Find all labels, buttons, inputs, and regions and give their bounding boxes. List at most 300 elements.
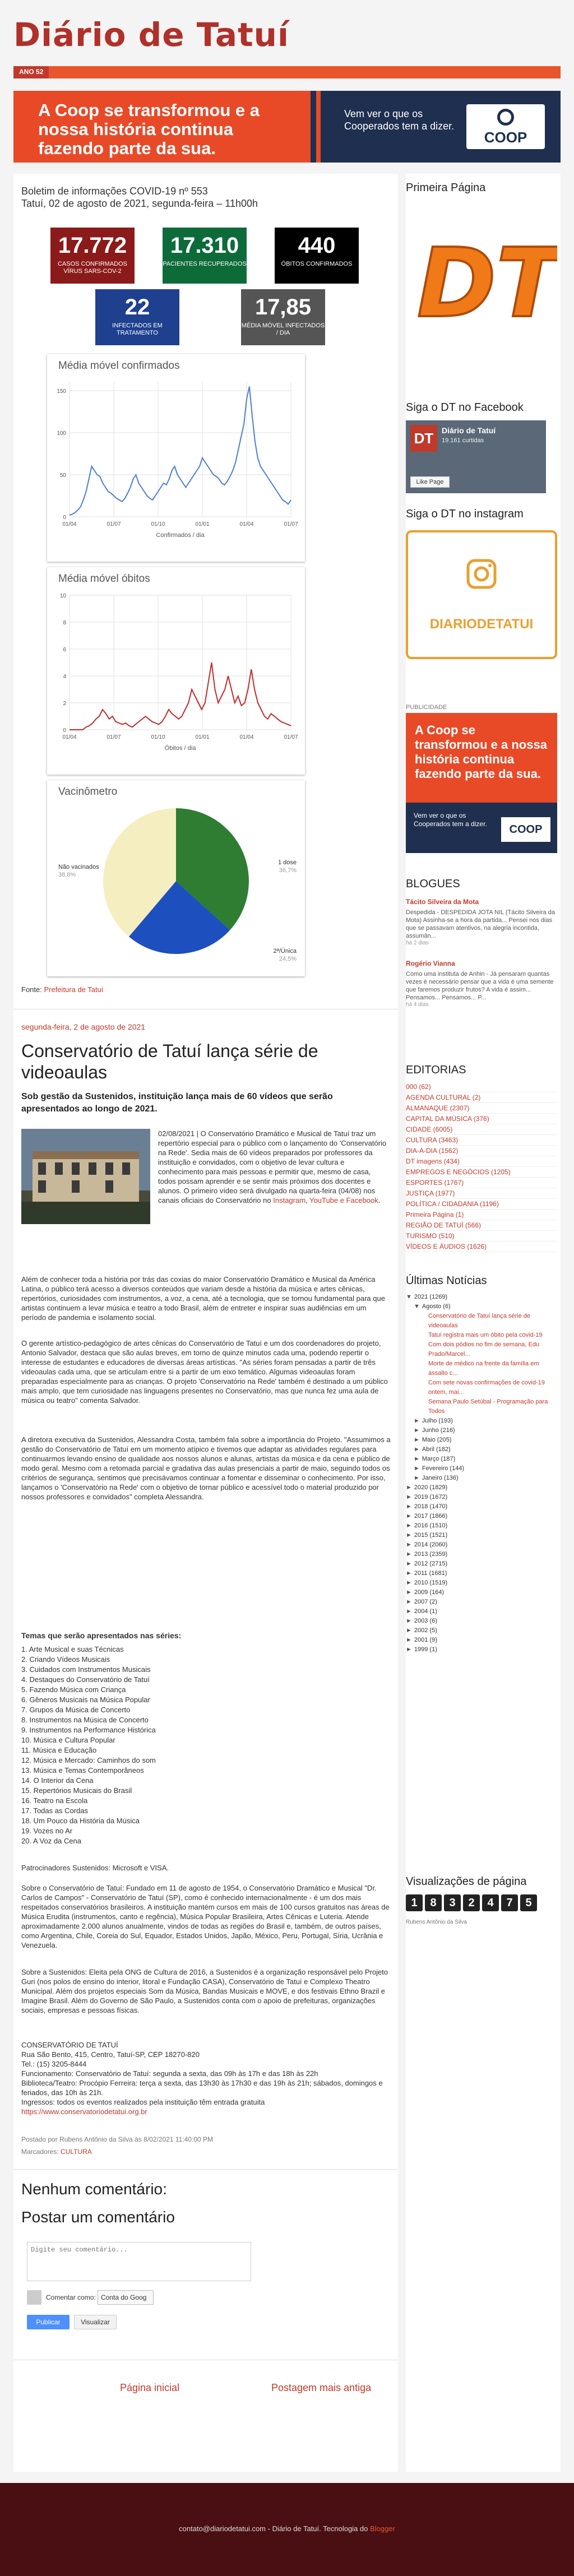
x-tick-label: 01/04 xyxy=(62,734,77,740)
expand-right-icon[interactable]: ► xyxy=(406,1637,412,1643)
editoria-link[interactable]: CAPITAL DA MÚSICA (376) xyxy=(406,1115,489,1123)
theme-item: 2. Criando Vídeos Musicais xyxy=(21,1655,110,1664)
blog-time: há 2 dias xyxy=(406,940,429,946)
sidebar xyxy=(406,174,561,2472)
archive-item xyxy=(406,1416,557,1426)
archive-link[interactable]: 2009 (164) xyxy=(414,1589,445,1596)
expand-right-icon[interactable]: ► xyxy=(406,1522,412,1529)
expand-right-icon[interactable]: ► xyxy=(406,1560,412,1567)
editoria-link[interactable]: ALMANAQUE (2307) xyxy=(406,1104,470,1112)
editoria-item xyxy=(406,1220,557,1231)
stat-label: PACIENTES RECUPERADOS xyxy=(163,261,247,267)
editoria-link[interactable]: DIA-A-DIA (1562) xyxy=(406,1147,459,1155)
y-tick-label: 100 xyxy=(57,430,66,437)
publish-button[interactable]: Publicar xyxy=(27,2315,70,2329)
y-tick-label: 6 xyxy=(63,647,66,653)
blog-entry[interactable] xyxy=(406,958,557,1008)
instagram-handle: DIARIODETATUI xyxy=(429,617,534,632)
archive-link[interactable]: 2019 (1672) xyxy=(414,1494,448,1500)
facebook-title: Siga o DT no Facebook xyxy=(406,401,524,414)
archive-link[interactable]: 2020 (1829) xyxy=(414,1484,448,1491)
theme-item: 16. Teatro na Escola xyxy=(21,1796,88,1805)
archive-item xyxy=(406,1550,557,1559)
theme-item: 9. Instrumentos na Performance Histórica xyxy=(21,1726,156,1734)
archive-link[interactable]: Julho (193) xyxy=(422,1417,453,1424)
stat-label: INFECTADOS EM TRATAMENTO xyxy=(112,322,163,336)
editoria-item xyxy=(406,1092,557,1103)
archive-item xyxy=(406,1588,557,1597)
pie-label: 1 dose xyxy=(277,859,297,866)
editoria-link[interactable]: CIDADE (6005) xyxy=(406,1125,453,1133)
pie-label: Não vacinados xyxy=(58,864,99,870)
expand-right-icon[interactable]: ► xyxy=(406,1513,412,1519)
labels-row xyxy=(21,2148,391,2156)
sidebar-ad-side: Vem ver o que os Cooperados tem a dizer. xyxy=(414,812,487,828)
expand-right-icon[interactable]: ► xyxy=(414,1475,420,1481)
editorias-list xyxy=(406,1082,557,1252)
archive-item xyxy=(406,1512,557,1521)
theme-item: 12. Música e Mercado: Caminhos do som xyxy=(21,1756,156,1764)
post-subtitle: Sob gestão da Sustenidos, instituição lança mais de 60 vídeos que serão apresentados ao longo de 2021. xyxy=(21,1092,333,1114)
archive-link[interactable]: 2017 (1866) xyxy=(414,1513,448,1519)
footer-contact: contato@diariodetatui.com - Diário de Tatuí. Tecnologia do xyxy=(179,2524,368,2533)
blog-time: há 4 dias xyxy=(406,1002,429,1008)
theme-item: 10. Música e Cultura Popular xyxy=(21,1736,115,1744)
archive-item xyxy=(406,1397,557,1416)
x-tick-label: 01/07 xyxy=(284,521,298,527)
chart-vaccination-svg xyxy=(47,780,305,976)
contact-block xyxy=(21,2040,391,2116)
footer-text xyxy=(0,2524,574,2533)
theme-item: 8. Instrumentos na Música de Concerto xyxy=(21,1716,149,1724)
archive-item xyxy=(406,1521,557,1531)
sidebar-ad[interactable] xyxy=(406,713,557,853)
views-counter xyxy=(406,1894,557,1911)
theme-item: 1. Arte Musical e suas Técnicas xyxy=(21,1645,124,1653)
views-digit: 3 xyxy=(444,1894,461,1911)
archive-link[interactable]: 2018 (1470) xyxy=(414,1503,448,1510)
fb-page-name: Diário de Tatuí xyxy=(442,426,496,435)
theme-item: 14. O Interior da Cena xyxy=(21,1776,94,1785)
x-axis-label: Óbitos / dia xyxy=(164,745,196,752)
x-tick-label: 01/07 xyxy=(107,521,121,527)
library-hours: Biblioteca/Teatro: Procópio Ferreira: terça a sexta, das 13h30 às 17h30 e das 19h às 21h; sábados, domingos e feriados, das 10h às 21h. xyxy=(21,2079,383,2097)
archive-item xyxy=(406,1616,557,1626)
y-tick-label: 50 xyxy=(59,472,66,479)
archive-item xyxy=(406,1464,557,1474)
views-digit: 2 xyxy=(463,1894,480,1911)
archive-link[interactable]: Semana Paulo Setúbal - Programação para Todos xyxy=(428,1398,548,1415)
site-link[interactable]: https://www.conservatoriodetatui.org.br xyxy=(21,2107,147,2116)
chart-deaths-svg xyxy=(47,567,305,775)
archive-link[interactable]: Abril (182) xyxy=(422,1446,451,1453)
archive-item xyxy=(406,1531,557,1540)
posted-by: Postado por Rubens Antônio da Silva às 8/02/2021 11:40:00 PM xyxy=(21,2135,214,2143)
stat-label: CASOS CONFIRMADOS VÍRUS SARS-COV-2 xyxy=(57,261,128,275)
archive-item xyxy=(406,1607,557,1616)
expand-right-icon[interactable]: ► xyxy=(414,1446,420,1453)
post-footer xyxy=(21,2135,391,2156)
older-post-link[interactable]: Postagem mais antiga xyxy=(271,2382,372,2393)
x-tick-label: 01/04 xyxy=(239,521,254,527)
chart-confirmed-svg xyxy=(47,354,305,562)
dt-logo-text: DT xyxy=(417,228,557,333)
editoria-item xyxy=(406,1241,557,1252)
article-paragraph-3: O gerente artístico-pedagógico de artes cênicas do Conservatório de Tatuí e um dos coordenadores do projeto, Antonio Salvador, destaca que são aulas breves, em torno de quinze minutos cada uma, podendo repertir o interesse de estudantes e educadores de diversas áreas artísticas. "As séries foram pensadas a partir de três videoaulas cada uma, que se articulam entre si a partir de um eixo temático. Algumas videoaulas foram preparadas especialmente para as crianças. O projeto 'Conservatório na Rede' também é destinado a um público mais amplo, que tem curiosidade nas linguagens presentes no Conservatório, mas que nunca fez uma aula de música ou teatro" comenta Salvador. xyxy=(21,1339,388,1405)
expand-right-icon[interactable]: ► xyxy=(406,1484,412,1491)
blogger-link[interactable]: Blogger xyxy=(370,2524,395,2533)
editoria-link[interactable]: VÍDEOS E ÁUDIOS (1626) xyxy=(406,1243,487,1250)
expand-right-icon[interactable]: ► xyxy=(406,1532,412,1539)
y-tick-label: 150 xyxy=(57,388,66,395)
blogs-title: BLOGUES xyxy=(406,878,460,890)
archive-item xyxy=(406,1340,557,1359)
archive-link[interactable]: 1999 (1) xyxy=(414,1646,437,1653)
theme-item: 11. Música e Educação xyxy=(21,1746,97,1754)
archive-link[interactable]: 2015 (1521) xyxy=(414,1532,448,1539)
stat-value: 22 xyxy=(124,295,150,319)
label-link-cultura[interactable]: CULTURA xyxy=(61,2148,92,2156)
coop-circle-icon xyxy=(497,109,514,126)
expand-right-icon[interactable]: ► xyxy=(406,1589,412,1596)
fb-likes: 19.161 curtidas xyxy=(442,437,484,444)
editoria-link[interactable]: Primeira Página (1) xyxy=(406,1211,464,1218)
post-comment-heading: Postar um comentário xyxy=(21,2208,175,2226)
archive-link[interactable]: Fevereiro (144) xyxy=(422,1465,465,1472)
editoria-item xyxy=(406,1156,557,1167)
chart-title: Média móvel óbitos xyxy=(58,573,150,585)
ad-banner[interactable] xyxy=(13,91,561,163)
account-select[interactable]: Conta do Goog xyxy=(98,2290,154,2305)
x-tick-label: 01/07 xyxy=(107,734,121,740)
editoria-item xyxy=(406,1188,557,1199)
blog-author[interactable]: Rogério Vianna xyxy=(406,960,455,967)
series-line xyxy=(70,387,291,516)
theme-item: 3. Cuidados com Instrumentos Musicais xyxy=(21,1665,151,1674)
instagram-widget[interactable] xyxy=(406,530,557,659)
stat-deaths xyxy=(275,228,359,284)
archive-link[interactable]: 2010 (1519) xyxy=(414,1579,448,1586)
expand-down-icon[interactable]: ▼ xyxy=(414,1303,420,1310)
archive-link[interactable]: 2003 (6) xyxy=(414,1618,437,1624)
x-axis-label: Confirmados / dia xyxy=(156,532,205,539)
x-tick-label: 01/01 xyxy=(195,521,210,527)
pub-label: PUBLICIDADE xyxy=(406,704,447,711)
x-tick-label: 01/04 xyxy=(239,734,254,740)
archive-link[interactable]: 2011 (1681) xyxy=(414,1570,447,1577)
theme-item: 7. Grupos da Música de Concerto xyxy=(21,1706,131,1714)
x-tick-label: 01/10 xyxy=(151,521,165,527)
editorias-title: EDITORIAS xyxy=(406,1064,466,1076)
x-tick-label: 01/01 xyxy=(195,734,210,740)
archive-item xyxy=(406,1645,557,1655)
fb-thumb: DT xyxy=(410,425,437,452)
expand-right-icon[interactable]: ► xyxy=(414,1417,420,1424)
editoria-link[interactable]: 000 (62) xyxy=(406,1083,431,1091)
archive-item xyxy=(406,1636,557,1645)
sidebar-home-title: Primeira Página xyxy=(406,182,486,194)
archive-item xyxy=(406,1378,557,1397)
instagram-link[interactable]: Instagram xyxy=(273,1196,306,1204)
sponsors-text: Patrocinadores Sustenidos: Microsoft e VISA. xyxy=(21,1864,169,1872)
covid-source xyxy=(21,985,103,994)
site-footer xyxy=(0,2483,574,2576)
editoria-item xyxy=(406,1103,557,1114)
expand-right-icon[interactable]: ► xyxy=(414,1437,420,1443)
comment-as-label: Comentar como: xyxy=(46,2294,96,2301)
y-tick-label: 8 xyxy=(63,620,66,626)
sidebar-coop-logo: COOP xyxy=(501,817,550,842)
archive-link[interactable]: 2001 (9) xyxy=(414,1637,437,1643)
coop-logo-text: COOP xyxy=(484,129,527,146)
source-link[interactable]: Prefeitura de Tatuí xyxy=(44,985,104,994)
editoria-item xyxy=(406,1178,557,1188)
theme-item: 18. Um Pouco da História da Música xyxy=(21,1817,140,1825)
archive-link[interactable]: 2016 (1510) xyxy=(414,1522,448,1529)
header-bar xyxy=(13,66,561,78)
expand-right-icon[interactable]: ► xyxy=(406,1608,412,1615)
archive-link[interactable]: Com sete novas confirmações de covid-19 ontem, mai... xyxy=(428,1379,545,1396)
archive-item xyxy=(406,1540,557,1550)
archive-item xyxy=(406,1302,557,1312)
labels-label: Marcadores: xyxy=(21,2148,59,2156)
archive-item xyxy=(406,1454,557,1464)
archive-link[interactable]: Maio (205) xyxy=(422,1437,452,1443)
editoria-link[interactable]: JUSTIÇA (1977) xyxy=(406,1189,455,1197)
archive-item xyxy=(406,1483,557,1493)
youtube-facebook-link[interactable]: YouTube e Facebook xyxy=(309,1196,378,1204)
archive-link[interactable]: 2004 (1) xyxy=(414,1608,437,1615)
views-digit: 4 xyxy=(482,1894,499,1911)
covid-heading-1: Boletim de informações COVID-19 nº 553 xyxy=(21,186,208,197)
archive-list xyxy=(406,1292,557,1655)
x-tick-label: 01/04 xyxy=(62,521,77,527)
blog-entry[interactable] xyxy=(406,897,557,946)
blog-post: Despedida - DESPEDIDA JOTA NIL (Tácito Silveira da Mota) Assinha-se a hora da partida... Pensei nos dias que se passavam atentivos, na alegria incontida, assumân... xyxy=(406,909,555,939)
expand-right-icon[interactable]: ► xyxy=(414,1456,420,1462)
chart-title: Média móvel confirmados xyxy=(58,360,180,372)
editoria-item xyxy=(406,1135,557,1146)
archive-link[interactable]: Agosto (6) xyxy=(422,1303,451,1310)
ultimas-title: Últimas Notícias xyxy=(406,1275,487,1287)
series-line xyxy=(70,662,291,730)
chart-vaccination xyxy=(47,780,305,976)
archive-link[interactable]: Março (187) xyxy=(422,1456,456,1462)
chart-deaths xyxy=(47,567,305,775)
expand-right-icon[interactable]: ► xyxy=(406,1618,412,1624)
editoria-item xyxy=(406,1082,557,1092)
instagram-icon xyxy=(408,532,555,622)
theme-item: 13. Música e Temas Contemporâneos xyxy=(21,1766,144,1775)
archive-item xyxy=(406,1626,557,1636)
stat-value: 17.310 xyxy=(170,233,239,258)
facebook-widget[interactable] xyxy=(406,420,546,493)
pie-label: 38,8% xyxy=(58,872,76,878)
archive-item xyxy=(406,1435,557,1445)
article-paragraph-4: A diretora executiva da Sustenidos, Alessandra Costa, também fala sobre a importância do Projeto. "Assumimos a gestão do Conservatório de Tatuí em um momento atípico e tivemos que adaptar as atividades regulares para continuarmos levando ensino de qualidade aos nossos alunos e alunas, artistas da música e da cena e público de modo geral. Mesmo com a retomada parcial e gradativa das aulas presenciais a partir de maio, seguindo todos os critérios de segurança, sentimos que precisávamos continuar a fomentar e disseminar o conhecimento. Por isso, lançamos o 'Conservatório na Rede' com o objetivo de tornar público e acessível todo o material produzido por nossos professores e convidados" completa Alessandra. xyxy=(21,1435,391,1501)
views-digit: 7 xyxy=(501,1894,518,1911)
archive-item xyxy=(406,1445,557,1454)
theme-item: 4. Destaques do Conservatório de Tatuí xyxy=(21,1675,150,1684)
dt-logo-icon xyxy=(406,221,557,333)
pie-label: 2ª/Única xyxy=(273,948,297,955)
home-link[interactable]: Página inicial xyxy=(120,2382,180,2393)
editoria-item xyxy=(406,1167,557,1178)
expand-right-icon[interactable]: ► xyxy=(406,1599,412,1605)
y-tick-label: 4 xyxy=(63,674,66,680)
tickets-info: Ingressos: todos os eventos realizados pela instituição têm entrada gratuita xyxy=(21,2098,265,2106)
expand-right-icon[interactable]: ► xyxy=(406,1646,412,1653)
editoria-link[interactable]: POLÍTICA / CIDADANIA (1196) xyxy=(406,1200,499,1208)
editoria-link[interactable]: DT imagens (434) xyxy=(406,1157,460,1165)
chart-title: Vacinômetro xyxy=(58,786,118,798)
site-header xyxy=(0,0,574,81)
views-digit: 1 xyxy=(406,1894,423,1911)
archive-item xyxy=(406,1578,557,1588)
stat-value: 440 xyxy=(298,233,336,258)
theme-item: 17. Todas as Cordas xyxy=(21,1806,88,1815)
comments-heading: Nenhum comentário: xyxy=(21,2180,167,2198)
expand-right-icon[interactable]: ► xyxy=(406,1541,412,1548)
blog-author[interactable]: Tácito Silveira da Mota xyxy=(406,898,479,906)
expand-right-icon[interactable]: ► xyxy=(414,1465,420,1472)
theme-item: 6. Gêneros Musicais na Música Popular xyxy=(21,1695,150,1704)
dt-logo[interactable] xyxy=(406,221,557,333)
expand-right-icon[interactable]: ► xyxy=(406,1503,412,1510)
expand-right-icon[interactable]: ► xyxy=(406,1627,412,1634)
theme-item: 5. Fazendo Música com Criança xyxy=(21,1685,126,1694)
theme-item: 15. Repertórios Musicais do Brasil xyxy=(21,1786,132,1795)
editoria-item xyxy=(406,1114,557,1124)
archive-link[interactable]: 2021 (1269) xyxy=(414,1294,448,1300)
source-label: Fonte: xyxy=(21,985,42,994)
theme-item: 19. Vozes no Ar xyxy=(21,1827,73,1835)
archive-link[interactable]: Tatuí registra mais um óbito pela covid-19 xyxy=(428,1332,543,1338)
themes-heading: Temas que serão apresentados nas séries: xyxy=(21,1631,182,1640)
expand-down-icon[interactable]: ▼ xyxy=(406,1294,412,1300)
expand-right-icon[interactable]: ► xyxy=(406,1494,412,1500)
ad-stripe xyxy=(316,91,321,163)
pie-label: 24,5% xyxy=(279,956,297,962)
archive-item xyxy=(406,1331,557,1340)
divider xyxy=(13,2169,398,2170)
stat-moving-average xyxy=(241,289,325,345)
archive-link[interactable]: Janeiro (136) xyxy=(422,1475,459,1481)
y-tick-label: 2 xyxy=(63,701,66,707)
expand-right-icon[interactable]: ► xyxy=(406,1551,412,1558)
editoria-item xyxy=(406,1124,557,1135)
archive-link[interactable]: Com dois pódios no fim de semana, Edu Prado/Marcel... xyxy=(428,1341,540,1358)
editoria-item xyxy=(406,1231,557,1241)
sidebar-ad-headline: A Coop se transformou e a nossa história continua fazendo parte da sua. xyxy=(415,723,547,781)
building-photo-icon xyxy=(21,1129,150,1224)
stat-cases xyxy=(50,228,135,284)
about-conservatorio: Sobre o Conservatório de Tatuí: Fundado em 11 de agosto de 1954, o Conservatório Dramático e Musical "Dr. Carlos de Campos" - Conservatório de Tatuí (SP), como é conhecido internacionalmente - é um dos mais respeitados conservatórios brasileiros. A instituição mantém cursos em mais de 100 cursos gratuitos nas áreas de Música Erudita (instrumentos, canto e regência), Música Popular Brasileira, Artes Cênicas e Luteria. Atende aproximadamente 2.000 alunos anualmente, vindos de todas as regiões do Brasil e, também, de outros países, como Argentina, Chile, Coreia do Sul, Equador, Estados Unidos, Japão, México, Peru, Portugal, Síria, Ucrânia e Venezuela. xyxy=(21,1884,390,1949)
archive-link[interactable]: 2002 (5) xyxy=(414,1627,437,1634)
editoria-link[interactable]: CULTURA (3463) xyxy=(406,1136,459,1144)
expand-right-icon[interactable]: ► xyxy=(406,1570,412,1577)
editoria-link[interactable]: REGIÃO DE TATUÍ (566) xyxy=(406,1221,482,1229)
archive-item xyxy=(406,1292,557,1302)
address-name: CONSERVATÓRIO DE TATUÍ xyxy=(21,2041,118,2049)
profile-caption[interactable]: Rubens Antônio da Silva xyxy=(406,1919,467,1925)
x-tick-label: 01/07 xyxy=(284,734,298,740)
stat-value: 17.772 xyxy=(58,233,127,258)
archive-item xyxy=(406,1559,557,1569)
preview-button[interactable]: Visualizar xyxy=(74,2315,117,2329)
archive-link[interactable]: Junho (216) xyxy=(422,1427,455,1434)
address: Rua São Bento, 415, Centro, Tatuí-SP, CEP 18270-820 xyxy=(21,2050,200,2059)
post-title[interactable]: Conservatório de Tatuí lança série de videoaulas xyxy=(21,1041,318,1082)
archive-item xyxy=(406,1359,557,1378)
y-tick-label: 10 xyxy=(59,593,66,599)
stat-label: MÉDIA MÓVEL INFECTADOS / DIA xyxy=(241,322,325,336)
editoria-item xyxy=(406,1199,557,1210)
article-paragraph-1: 02/08/2021 | O Conservatório Dramático e Musical de Tatuí traz um repertório especial para o público com o lançamento do 'Conservatório na Rede'. Sedia mais de 60 vídeos preparados por professores da instituição e convidados, com o objetivo de levar cultura e conhecimento para mais pessoas e permitir que, mesmo de casa, todos possam aprender e se sentir mais próximos dos docentes e alunos. O primeiro vídeo será divulgado na quarta-feira (04/08) nos canais oficiais do Conservatório no Instagram, YouTube e Facebook. xyxy=(158,1129,387,1204)
views-digit: 5 xyxy=(520,1894,537,1911)
stat-recovered xyxy=(163,228,247,284)
theme-item: 20. A Voz da Cena xyxy=(21,1837,81,1845)
stat-in-treatment xyxy=(95,289,179,345)
ad-headline: A Coop se transformou e a nossa história continua fazendo parte da sua. xyxy=(38,100,260,158)
ad-side-text: Vem ver o que os Cooperados tem a dizer. xyxy=(344,108,455,132)
comment-textarea[interactable] xyxy=(27,2242,251,2281)
archive-item xyxy=(406,1312,557,1331)
editoria-item xyxy=(406,1146,557,1156)
y-tick-label: 0 xyxy=(63,515,66,521)
covid-heading-2: Tatuí, 02 de agosto de 2021, segunda-feira – 11h00h xyxy=(21,198,258,209)
x-tick-label: 01/10 xyxy=(151,734,165,740)
coop-logo xyxy=(466,104,545,149)
editoria-link[interactable]: EMPREGOS E NEGÓCIOS (1205) xyxy=(406,1168,511,1176)
site-title[interactable]: Diário de Tatuí xyxy=(13,16,289,54)
editoria-link[interactable]: TURISMO (510) xyxy=(406,1232,455,1240)
archive-link[interactable]: 2013 (2359) xyxy=(414,1551,448,1558)
about-sustenidos: Sobre a Sustenidos: Eleita pela ONG de Cultura de 2016, a Sustenidos é a organização responsável pelo Projeto Guri (nos polos de ensino do interior, litoral e Fundação CASA), Conservatório de Tatuí e Complexo Theatro Municipal. Além dos projetos especiais Som da Música, Bandas Musicais e MOVE, e dos festivais Ethno Brazil e Imagine Brasil. Além do Governo de São Paulo, a Sustenidos conta com o apoio de prefeituras, organizações sociais, empresas e pessoas físicas. xyxy=(21,1968,388,2014)
article-paragraph-2: Além de conhecer toda a história por trás das coxias do maior Conservatório Dramático e Musical da América Latina, o público terá acesso a diversos conteúdos que variam desde a história da música e artes cênicas, repertórios, curiosidades com instrumentos, a voz, a cena, até a tecnologia, que se tornou fundamental para que artistas continuem a levar música e teatro a todo Brasil, além de entreter e inspirar suas audiências em um período de pandemia e isolamento social. xyxy=(21,1275,385,1322)
commenter-avatar xyxy=(27,2290,41,2305)
main-column xyxy=(13,174,398,2472)
expand-right-icon[interactable]: ► xyxy=(414,1427,420,1434)
phone: Tel.: (15) 3205-8444 xyxy=(21,2060,87,2068)
archive-link[interactable]: 2007 (2) xyxy=(414,1599,437,1605)
fb-like-button[interactable]: Like Page xyxy=(410,476,450,488)
covid-bulletin xyxy=(21,185,391,210)
editoria-item xyxy=(406,1210,557,1220)
views-title: Visualizações de página xyxy=(406,1875,527,1888)
archive-link[interactable]: Conservatório de Tatuí lança série de videoaulas xyxy=(428,1313,531,1329)
article-photo[interactable] xyxy=(21,1129,150,1224)
archive-item xyxy=(406,1597,557,1607)
archive-item xyxy=(406,1502,557,1512)
stat-value: 17,85 xyxy=(254,295,312,319)
stat-label: ÓBITOS CONFIRMADOS xyxy=(281,261,353,267)
themes-list xyxy=(21,1644,246,1846)
archive-item xyxy=(406,1426,557,1435)
expand-right-icon[interactable]: ► xyxy=(406,1579,412,1586)
archive-item xyxy=(406,1493,557,1502)
year-badge: ANO 52 xyxy=(13,66,49,78)
editoria-link[interactable]: ESPORTES (1767) xyxy=(406,1179,464,1187)
article-p1-text: 02/08/2021 | O Conservatório Dramático e Musical de Tatuí traz um repertório especial para o público com o lançamento do 'Conservatório na Rede'. Sedia mais de 60 vídeos preparados por professores da instituição e convidados, com o objetivo de levar cultura e conhecimento para mais pessoas e permitir que, mesmo de casa, todos possam aprender e se sentir mais próximos dos docentes e alunos. O primeiro vídeo será divulgado na quarta-feira (04/08) nos canais oficiais do Conservatório no xyxy=(158,1129,387,1204)
y-tick-label: 0 xyxy=(63,728,66,734)
archive-link[interactable]: 2014 (2060) xyxy=(414,1541,448,1548)
archive-link[interactable]: Morte de médico na frente da família em assalto c... xyxy=(428,1360,539,1377)
editoria-link[interactable]: AGENDA CULTURAL (2) xyxy=(406,1094,481,1101)
instagram-title: Siga o DT no instagram xyxy=(406,508,524,520)
post-date: segunda-feira, 2 de agosto de 2021 xyxy=(21,1022,146,1031)
archive-link[interactable]: 2012 (2715) xyxy=(414,1560,448,1567)
